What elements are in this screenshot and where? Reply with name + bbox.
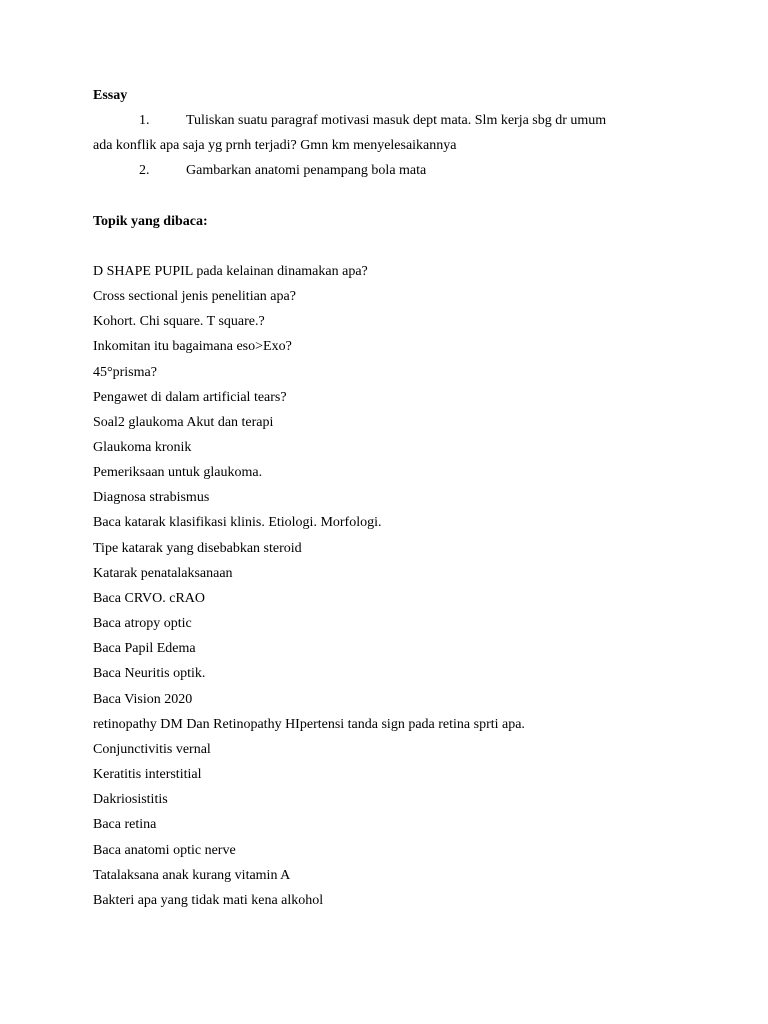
topic-item: Katarak penatalaksanaan <box>93 566 233 581</box>
topic-item: Baca retina <box>93 817 157 832</box>
topic-item: Pengawet di dalam artificial tears? <box>93 390 287 405</box>
topic-item: Baca CRVO. cRAO <box>93 591 206 606</box>
essay-heading: Essay <box>93 88 128 103</box>
topic-item: Keratitis interstitial <box>93 767 202 782</box>
topic-item: Inkomitan itu bagaimana eso>Exo? <box>93 339 292 354</box>
topic-item: Glaukoma kronik <box>93 440 192 455</box>
topic-item: Tipe katarak yang disebabkan steroid <box>93 541 302 556</box>
topic-item: 45°prisma? <box>93 365 157 380</box>
essay-item-1-number: 1. <box>139 113 150 128</box>
topic-item: Soal2 glaukoma Akut dan terapi <box>93 415 274 430</box>
essay-item-2-number: 2. <box>139 163 150 178</box>
topic-item: Baca Papil Edema <box>93 641 196 656</box>
essay-item-1-text: Tuliskan suatu paragraf motivasi masuk dept mata. Slm kerja sbg dr umum <box>186 113 607 128</box>
topic-item: Baca atropy optic <box>93 616 192 631</box>
topic-item: Kohort. Chi square. T square.? <box>93 314 265 329</box>
topic-item: Bakteri apa yang tidak mati kena alkohol <box>93 893 324 908</box>
topic-item: Baca katarak klasifikasi klinis. Etiologi. Morfologi. <box>93 515 382 530</box>
topic-item: Tatalaksana anak kurang vitamin A <box>93 868 291 883</box>
topic-item: Diagnosa strabismus <box>93 490 210 505</box>
topic-item: Cross sectional jenis penelitian apa? <box>93 289 296 304</box>
topic-item: D SHAPE PUPIL pada kelainan dinamakan apa? <box>93 264 368 279</box>
topic-item: retinopathy DM Dan Retinopathy HIpertensi tanda sign pada retina sprti apa. <box>93 717 525 732</box>
topic-item: Baca Vision 2020 <box>93 692 193 707</box>
topic-item: Pemeriksaan untuk glaukoma. <box>93 465 263 480</box>
topics-heading: Topik yang dibaca: <box>93 214 208 229</box>
topic-item: Conjunctivitis vernal <box>93 742 211 757</box>
topic-item: Baca Neuritis optik. <box>93 666 206 681</box>
topic-item: Baca anatomi optic nerve <box>93 843 236 858</box>
essay-item-1-continuation: ada konflik apa saja yg prnh terjadi? Gmn km menyelesaikannya <box>93 138 457 153</box>
essay-item-2-text: Gambarkan anatomi penampang bola mata <box>186 163 427 178</box>
topic-item: Dakriosistitis <box>93 792 168 807</box>
